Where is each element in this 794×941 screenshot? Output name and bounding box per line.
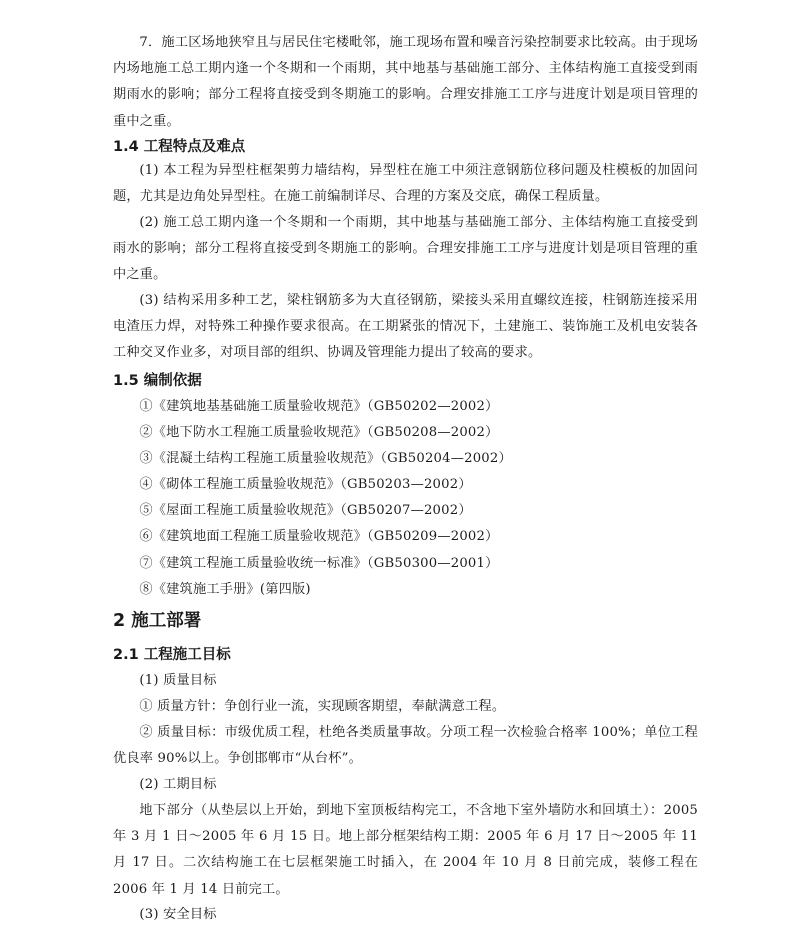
paragraph-feature-3: (3) 结构采用多种工艺，梁柱钢筋多为大直径钢筋，梁接头采用直螺纹连接，柱钢筋连接采用电渣压力焊，对特殊工种操作要求很高。在工期紧张的情况下，土建施工、装饰施工及机电安装各工种交叉作业多，对项目部的组织、协调及管理能力提出了较高的要求。 [113, 293, 698, 361]
reference-title: ⑧《建筑施工手册》(第四版) [139, 581, 311, 597]
paragraph-quality-target: ② 质量目标：市级优质工程，杜绝各类质量事故。分项工程一次检验合格率 100%；单位工程优良率 90%以上。争创邯郸市“从台杯”。 [113, 725, 698, 767]
reference-item [113, 394, 698, 420]
reference-code: （GB50209—2002） [366, 529, 499, 545]
reference-item [113, 472, 698, 498]
reference-code: （GB50204—2002） [380, 451, 512, 467]
paragraph-quality-policy: ① 质量方针：争创行业一流，实现顾客期望，奉献满意工程。 [139, 699, 506, 714]
reference-code: （GB50202—2002） [366, 399, 499, 414]
section-heading-2-1: 2.1 工程施工目标 [113, 647, 231, 663]
reference-code: （GB50208—2002） [366, 425, 499, 441]
section-heading-1-5: 1.5 编制依据 [113, 373, 202, 389]
reference-title: ⑥《建筑地面工程施工质量验收规范》 [139, 529, 367, 545]
reference-code: （GB50207—2002） [340, 503, 472, 519]
reference-title: ⑦《建筑工程施工质量验收统一标准》 [139, 555, 367, 571]
paragraph-feature-2: (2) 施工总工期内逢一个冬期和一个雨期，其中地基与基础施工部分、主体结构施工直接受到雨水的影响；部分工程将直接受到冬期施工的影响。合理安排施工工序与进度计划是项目管理的重中之重。 [113, 215, 698, 283]
reference-title: ①《建筑地基基础施工质量验收规范》 [139, 399, 367, 414]
chapter-heading-2: 2 施工部署 [113, 611, 202, 631]
reference-code: （GB50203—2002） [340, 477, 472, 493]
reference-item [113, 577, 698, 603]
subheading-quality-goal: (1) 质量目标 [139, 673, 217, 688]
paragraph-schedule: 地下部分（从垫层以上开始，到地下室顶板结构完工，不含地下室外墙防水和回填土）：2005 年 3 月 1 日～2005 年 6 月 15 日。地上部分框架结构工期：2005 年 6 月 17 日～2005 年 11 月 17 日。二次结构施工在七层框架施工时插入，在 2004 年 10 月 8 日前完成，装修工程在 2006 年 1 月 14 日前完工。 [113, 803, 698, 897]
reference-item [113, 524, 698, 550]
reference-title: ④《砌体工程施工质量验收规范》 [139, 477, 341, 493]
reference-title: ②《地下防水工程施工质量验收规范》 [139, 425, 367, 441]
reference-list [113, 394, 698, 603]
reference-item [113, 446, 698, 472]
reference-item [113, 420, 698, 446]
reference-title: ③《混凝土结构工程施工质量验收规范》 [139, 451, 381, 467]
section-heading-1-4: 1.4 工程特点及难点 [113, 139, 246, 155]
subheading-schedule-goal: (2) 工期目标 [139, 777, 217, 792]
subheading-safety-goal: (3) 安全目标 [139, 907, 217, 922]
reference-item [113, 498, 698, 524]
reference-item [113, 551, 698, 577]
paragraph-feature-1: (1) 本工程为异型柱框架剪力墙结构，异型柱在施工中须注意钢筋位移问题及柱模板的加固问题，尤其是边角处异型柱。在施工前编制详尽、合理的方案及交底，确保工程质量。 [113, 163, 698, 205]
reference-title: ⑤《屋面工程施工质量验收规范》 [139, 503, 341, 519]
paragraph-site-conditions: 7．施工区场地狭窄且与居民住宅楼毗邻，施工现场布置和噪音污染控制要求比较高。由于现场内场地施工总工期内逢一个冬期和一个雨期，其中地基与基础施工部分、主体结构施工直接受到雨期雨水的影响；部分工程将直接受到冬期施工的影响。合理安排施工工序与进度计划是项目管理的重中之重。 [113, 35, 698, 129]
reference-code: （GB50300—2001） [366, 555, 499, 571]
